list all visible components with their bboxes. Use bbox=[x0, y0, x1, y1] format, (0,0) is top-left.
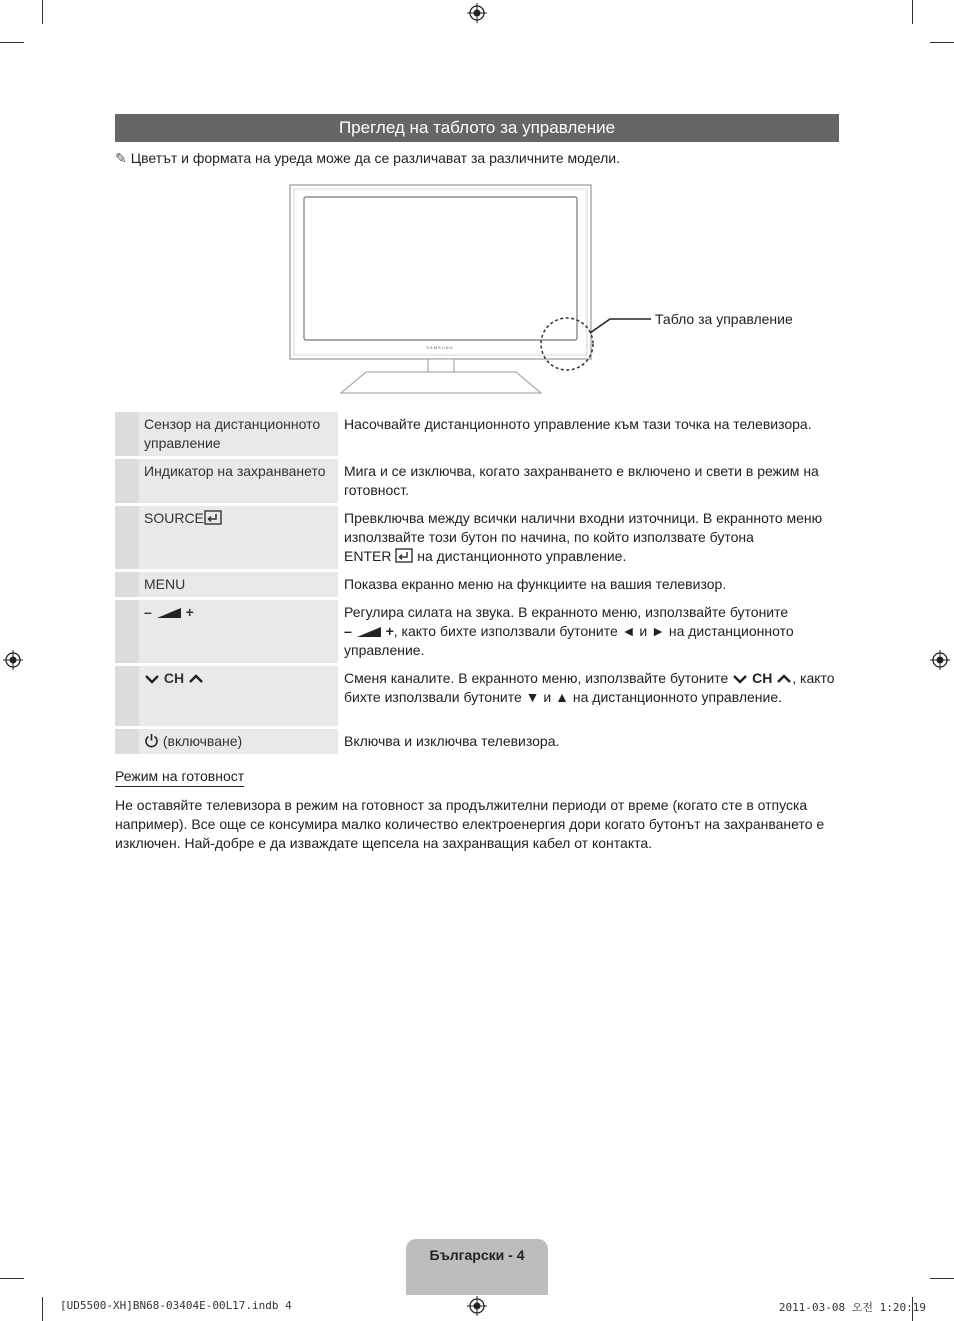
page-title: Преглед на таблото за управление bbox=[115, 114, 839, 142]
enter-icon bbox=[395, 548, 413, 563]
crop-mark bbox=[930, 1278, 954, 1279]
print-slug-left: [UD5500-XH]BN68-03404E-00L17.indb 4 bbox=[60, 1299, 292, 1312]
control-name bbox=[139, 666, 338, 726]
tv-front-illustration bbox=[0, 0, 954, 420]
chevron-up-icon bbox=[188, 673, 204, 685]
control-name bbox=[139, 729, 338, 754]
ch-label: CH bbox=[163, 670, 185, 686]
print-slug-right: 2011-03-08 오전 1:20:19 bbox=[778, 1301, 926, 1314]
table-row bbox=[115, 666, 839, 726]
chevron-down-icon bbox=[144, 673, 160, 685]
control-name: Индикатор на захранването bbox=[139, 459, 338, 503]
control-name: MENU bbox=[139, 572, 338, 597]
volume-plus: + bbox=[185, 604, 194, 620]
tv-brand-logo: SAMSUNG bbox=[426, 345, 454, 350]
volume-minus: – bbox=[144, 604, 152, 620]
crop-mark bbox=[0, 1278, 24, 1279]
power-icon bbox=[144, 733, 159, 748]
row-marker bbox=[115, 729, 139, 754]
control-description: Сменя каналите. В екранното меню, използвайте бутоните CH , както бихте използвали бутоните ▼ и ▲ на дистанционното управление. bbox=[338, 666, 839, 726]
controls-table bbox=[115, 409, 839, 757]
row-marker bbox=[115, 459, 139, 503]
row-marker bbox=[115, 412, 139, 456]
registration-mark-icon bbox=[467, 1296, 487, 1316]
registration-mark-icon bbox=[3, 650, 23, 670]
chevron-down-icon bbox=[732, 673, 748, 685]
enter-label: ENTER bbox=[344, 548, 392, 564]
source-enter-icon bbox=[204, 510, 222, 525]
control-description: Мига и се изключва, когато захранването е включено и свети в режим на готовност. bbox=[338, 459, 839, 503]
table-row bbox=[115, 412, 839, 456]
table-row bbox=[115, 506, 839, 569]
page-number-tab bbox=[406, 1239, 548, 1295]
control-name: Сензор на дистанционното управление bbox=[139, 412, 338, 456]
control-description: Показва екранно меню на функциите на вашия телевизор. bbox=[338, 572, 839, 597]
row-marker bbox=[115, 506, 139, 569]
standby-title: Режим на готовност bbox=[115, 768, 244, 787]
row-marker bbox=[115, 572, 139, 597]
table-row bbox=[115, 729, 839, 754]
note-text: Цветът и формата на уреда може да се различават за различните модели. bbox=[130, 150, 620, 166]
page-label: Български - 4 bbox=[429, 1247, 525, 1263]
control-name bbox=[139, 600, 338, 663]
pencil-note-icon: ✎ bbox=[115, 150, 127, 166]
row-marker bbox=[115, 666, 139, 726]
callout-label: Табло за управление bbox=[655, 311, 793, 327]
control-description: Превключва между всички налични входни източници. В екранното меню използвайте този бутон по начина, по който използвате бутона ENTER на дистанционното управление. bbox=[338, 506, 839, 569]
callout-leader-line bbox=[590, 319, 651, 333]
source-label: SOURCE bbox=[144, 510, 204, 526]
control-description: Регулира силата на звука. В екранното меню, използвайте бутоните – +, както бихте използвали бутоните ◄ и ► на дистанционното управление. bbox=[338, 600, 839, 663]
table-row bbox=[115, 459, 839, 503]
chevron-up-icon bbox=[776, 673, 792, 685]
table-row bbox=[115, 572, 839, 597]
crop-mark bbox=[42, 1297, 43, 1321]
control-description: Включва и изключва телевизора. bbox=[338, 729, 839, 754]
volume-ramp-icon bbox=[356, 626, 382, 638]
volume-ramp-icon bbox=[156, 607, 182, 619]
control-description: Насочвайте дистанционното управление към тази точка на телевизора. bbox=[338, 412, 839, 456]
registration-mark-icon bbox=[930, 650, 950, 670]
control-name bbox=[139, 506, 338, 569]
standby-text: Не оставяйте телевизора в режим на готовност за продължителни периоди от време (когато сте в отпуска например). Все още се консумира малко количество електроенергия дори когато бутонът на захранването е изключен. Най-добре е да изваждате щепсела на захранващия кабел от контакта. bbox=[115, 797, 825, 851]
power-label: (включване) bbox=[162, 733, 243, 749]
table-row bbox=[115, 600, 839, 663]
row-marker bbox=[115, 600, 139, 663]
